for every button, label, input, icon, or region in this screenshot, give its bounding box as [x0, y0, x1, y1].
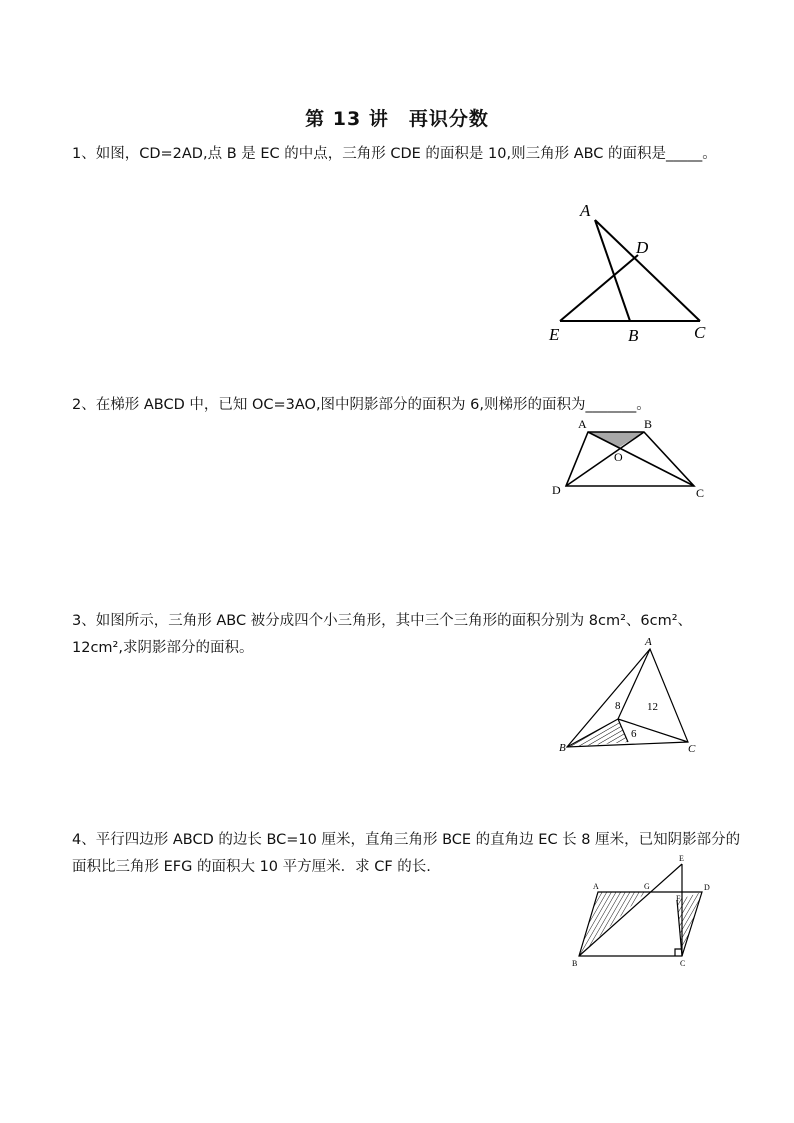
label-e: E: [549, 325, 560, 344]
label-a: A: [578, 417, 587, 431]
line-inner-c: [618, 719, 688, 742]
label-b: B: [628, 326, 639, 345]
label-g: G: [644, 882, 650, 891]
label-f: F: [676, 894, 681, 903]
label-e: E: [679, 854, 684, 863]
question-2-text: 2、在梯形 ABCD 中，已知 OC=3AO,图中阴影部分的面积为 6,则梯形的面积为_______。: [72, 397, 651, 413]
label-c: C: [696, 486, 705, 500]
label-d: D: [704, 883, 710, 892]
area-12: 12: [647, 701, 658, 713]
area-8: 8: [615, 700, 621, 712]
label-a: A: [645, 636, 652, 648]
question-3-text: 3、如图所示，三角形 ABC 被分成四个小三角形，其中三个三角形的面积分别为 8cm²、6cm²、12cm²,求阴影部分的面积。: [72, 613, 693, 656]
question-1-text: 1、如图，CD=2AD,点 B 是 EC 的中点，三角形 CDE 的面积是 10,则三角形 ABC 的面积是_____。: [72, 146, 717, 162]
label-d: D: [636, 238, 649, 257]
shaded-triangle: [567, 719, 628, 747]
page-title: 第 13 讲 再识分数: [305, 108, 489, 130]
label-c: C: [688, 743, 696, 755]
label-b: B: [644, 417, 653, 431]
label-o: O: [614, 450, 623, 464]
line-ac: [595, 220, 700, 321]
question-4-figure: [565, 852, 725, 972]
label-c: C: [694, 323, 706, 342]
area-6: 6: [631, 728, 637, 740]
question-1-figure: [540, 198, 720, 348]
line-ab: [595, 220, 630, 321]
label-a: A: [593, 882, 599, 891]
label-c: C: [680, 959, 686, 968]
line-a-inner: [618, 649, 650, 719]
question-4-text: 4、平行四边形 ABCD 的边长 BC=10 厘米，直角三角形 BCE 的直角边 EC 长 8 厘米，已知阴影部分的面积比三角形 EFG 的面积大 10 平方厘米．求 CF 的长.: [72, 832, 741, 875]
label-d: D: [552, 483, 561, 497]
question-2-figure: [548, 415, 718, 505]
label-b: B: [559, 742, 566, 754]
question-3-figure: [555, 635, 705, 760]
label-b: B: [572, 959, 578, 968]
label-a: A: [580, 201, 591, 220]
